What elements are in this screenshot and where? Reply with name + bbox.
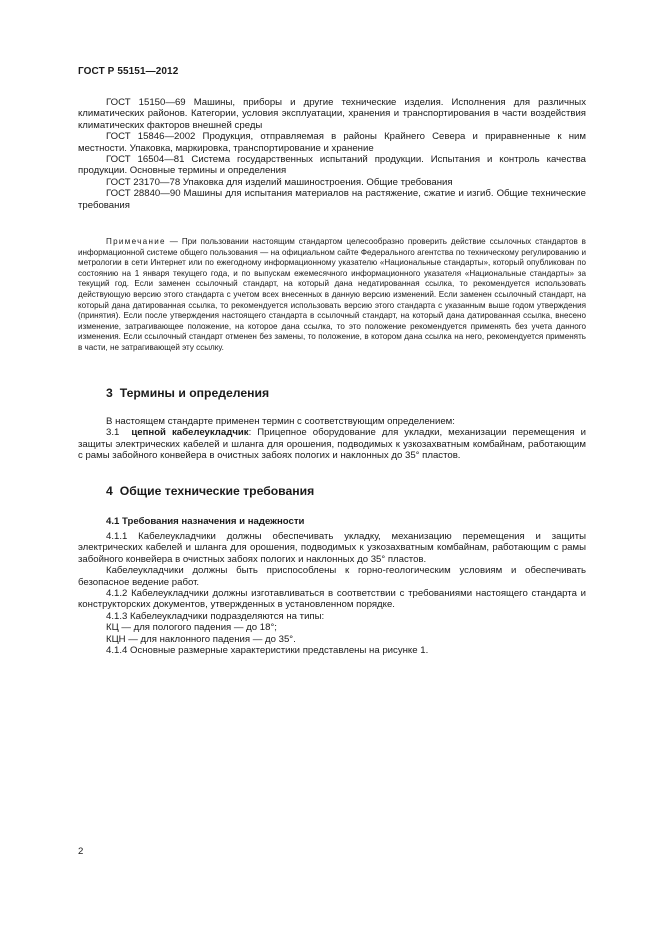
section-title: Термины и определения bbox=[119, 386, 270, 400]
section-3-intro: В настоящем стандарте применен термин с соответствующим определением: bbox=[106, 416, 455, 427]
type-kcn: КЦН — для наклонного падения — до 35°. bbox=[106, 633, 296, 645]
section-3-heading bbox=[78, 386, 586, 400]
term-name: цепной кабелеукладчик bbox=[131, 427, 249, 439]
reference-gost-28840: ГОСТ 28840—90 Машины для испытания материалов на растяжение, сжатие и изгиб. Общие технические требования bbox=[78, 188, 586, 211]
clause-4-1-1: 4.1.1 Кабелеукладчики должны обеспечивать укладку, механизацию перемещения и защиты электрических кабелей и шланга для орошения, подводимых к узкозахватным комбайнам, работающим с рамы забойного конвейера в очистных забоях пологих и наклонных до 35° пластов. bbox=[78, 531, 586, 565]
reference-gost-23170: ГОСТ 23170—78 Упаковка для изделий машиностроения. Общие требования bbox=[106, 176, 453, 188]
reference-gost-15150: ГОСТ 15150—69 Машины, приборы и другие технические изделия. Исполнения для различных климатических районов. Категории, условия эксплуатации, хранения и транспортирования в части воздействия климатических факторов внешней среды bbox=[78, 97, 586, 131]
references-note bbox=[78, 237, 586, 354]
section-title: Общие технические требования bbox=[119, 484, 315, 498]
page-number: 2 bbox=[78, 846, 84, 857]
subsection-title: 4.1 Требования назначения и надежности bbox=[106, 516, 305, 527]
term-definition bbox=[78, 427, 586, 461]
clause-4-1-3: 4.1.3 Кабелеукладчики подразделяются на типы: bbox=[106, 610, 325, 622]
reference-gost-15846: ГОСТ 15846—2002 Продукция, отправляемая в районы Крайнего Севера и приравненные к ним местности. Упаковка, маркировка, транспортирование и хранение bbox=[78, 131, 586, 154]
normative-references-list bbox=[78, 97, 586, 211]
note-paragraph bbox=[78, 237, 586, 354]
type-kc: КЦ — для пологого падения — до 18°; bbox=[106, 622, 277, 634]
term-number: 3.1 bbox=[106, 427, 120, 439]
standard-code-header: ГОСТ Р 55151—2012 bbox=[78, 66, 179, 77]
note-text: — При пользовании настоящим стандартом целесообразно проверить действие ссылочных стандартов в информационной системе общего пользования — на официальном сайте Федерального агентства по техническому регулированию и метрологии в сети Интернет или по ежегодному информационному указателю «Национальные стандарты», который опубликован по состоянию на 1 января текущего года, и по выпускам ежемесячного информационного указателя «Национальные стандарты» за текущий год. Если заменен ссылочный стандарт, на который дана недатированная ссылка, то рекомендуется использовать действующую версию этого стандарта с учетом всех внесенных в данную версию изменений. Если заменен ссылочный стандарт, на который дана датированная ссылка, то рекомендуется использовать версию этого стандарта с указанным выше годом утверждения (принятия). Если после утверждения настоящего стандарта в ссылочный стандарт, на который дана датированная ссылка, внесено изменение, затрагивающее положение, на которое дана ссылка, то это положение рекомендуется применять без учета данного изменения. Если ссылочный стандарт отменен без замены, то положение, в котором дана ссылка на него, рекомендуется применять в части, не затрагивающей эту ссылку. bbox=[78, 237, 586, 352]
section-number: 4 bbox=[106, 484, 113, 498]
reference-gost-16504: ГОСТ 16504—81 Система государственных испытаний продукции. Испытания и контроль качества продукции. Основные термины и определения bbox=[78, 154, 586, 177]
clause-4-1-2: 4.1.2 Кабелеукладчики должны изготавливаться в соответствии с требованиями настоящего стандарта и конструкторских документов, утвержденных в установленном порядке. bbox=[78, 588, 586, 611]
clause-4-1-1-continued: Кабелеукладчики должны быть приспособлены к горно-геологическим условиям и обеспечивать безопасное ведение работ. bbox=[78, 565, 586, 588]
section-number: 3 bbox=[106, 386, 113, 400]
note-label: Примечание bbox=[106, 237, 166, 246]
subsection-4-1-heading bbox=[78, 516, 586, 527]
clause-4-1-4: 4.1.4 Основные размерные характеристики представлены на рисунке 1. bbox=[106, 645, 429, 657]
section-4-heading bbox=[78, 484, 586, 498]
term-definition-text: : Прицепное оборудование для укладки, механизации перемещения и защиты электрических кабелей и шланга для орошения, подводимых к узкозахватным комбайнам, работающим с рамы забойного конвейера в очистных забоях пологих и наклонных до 35° пластов. bbox=[78, 427, 586, 462]
section-3-body bbox=[78, 416, 586, 462]
section-4-body bbox=[78, 531, 586, 656]
